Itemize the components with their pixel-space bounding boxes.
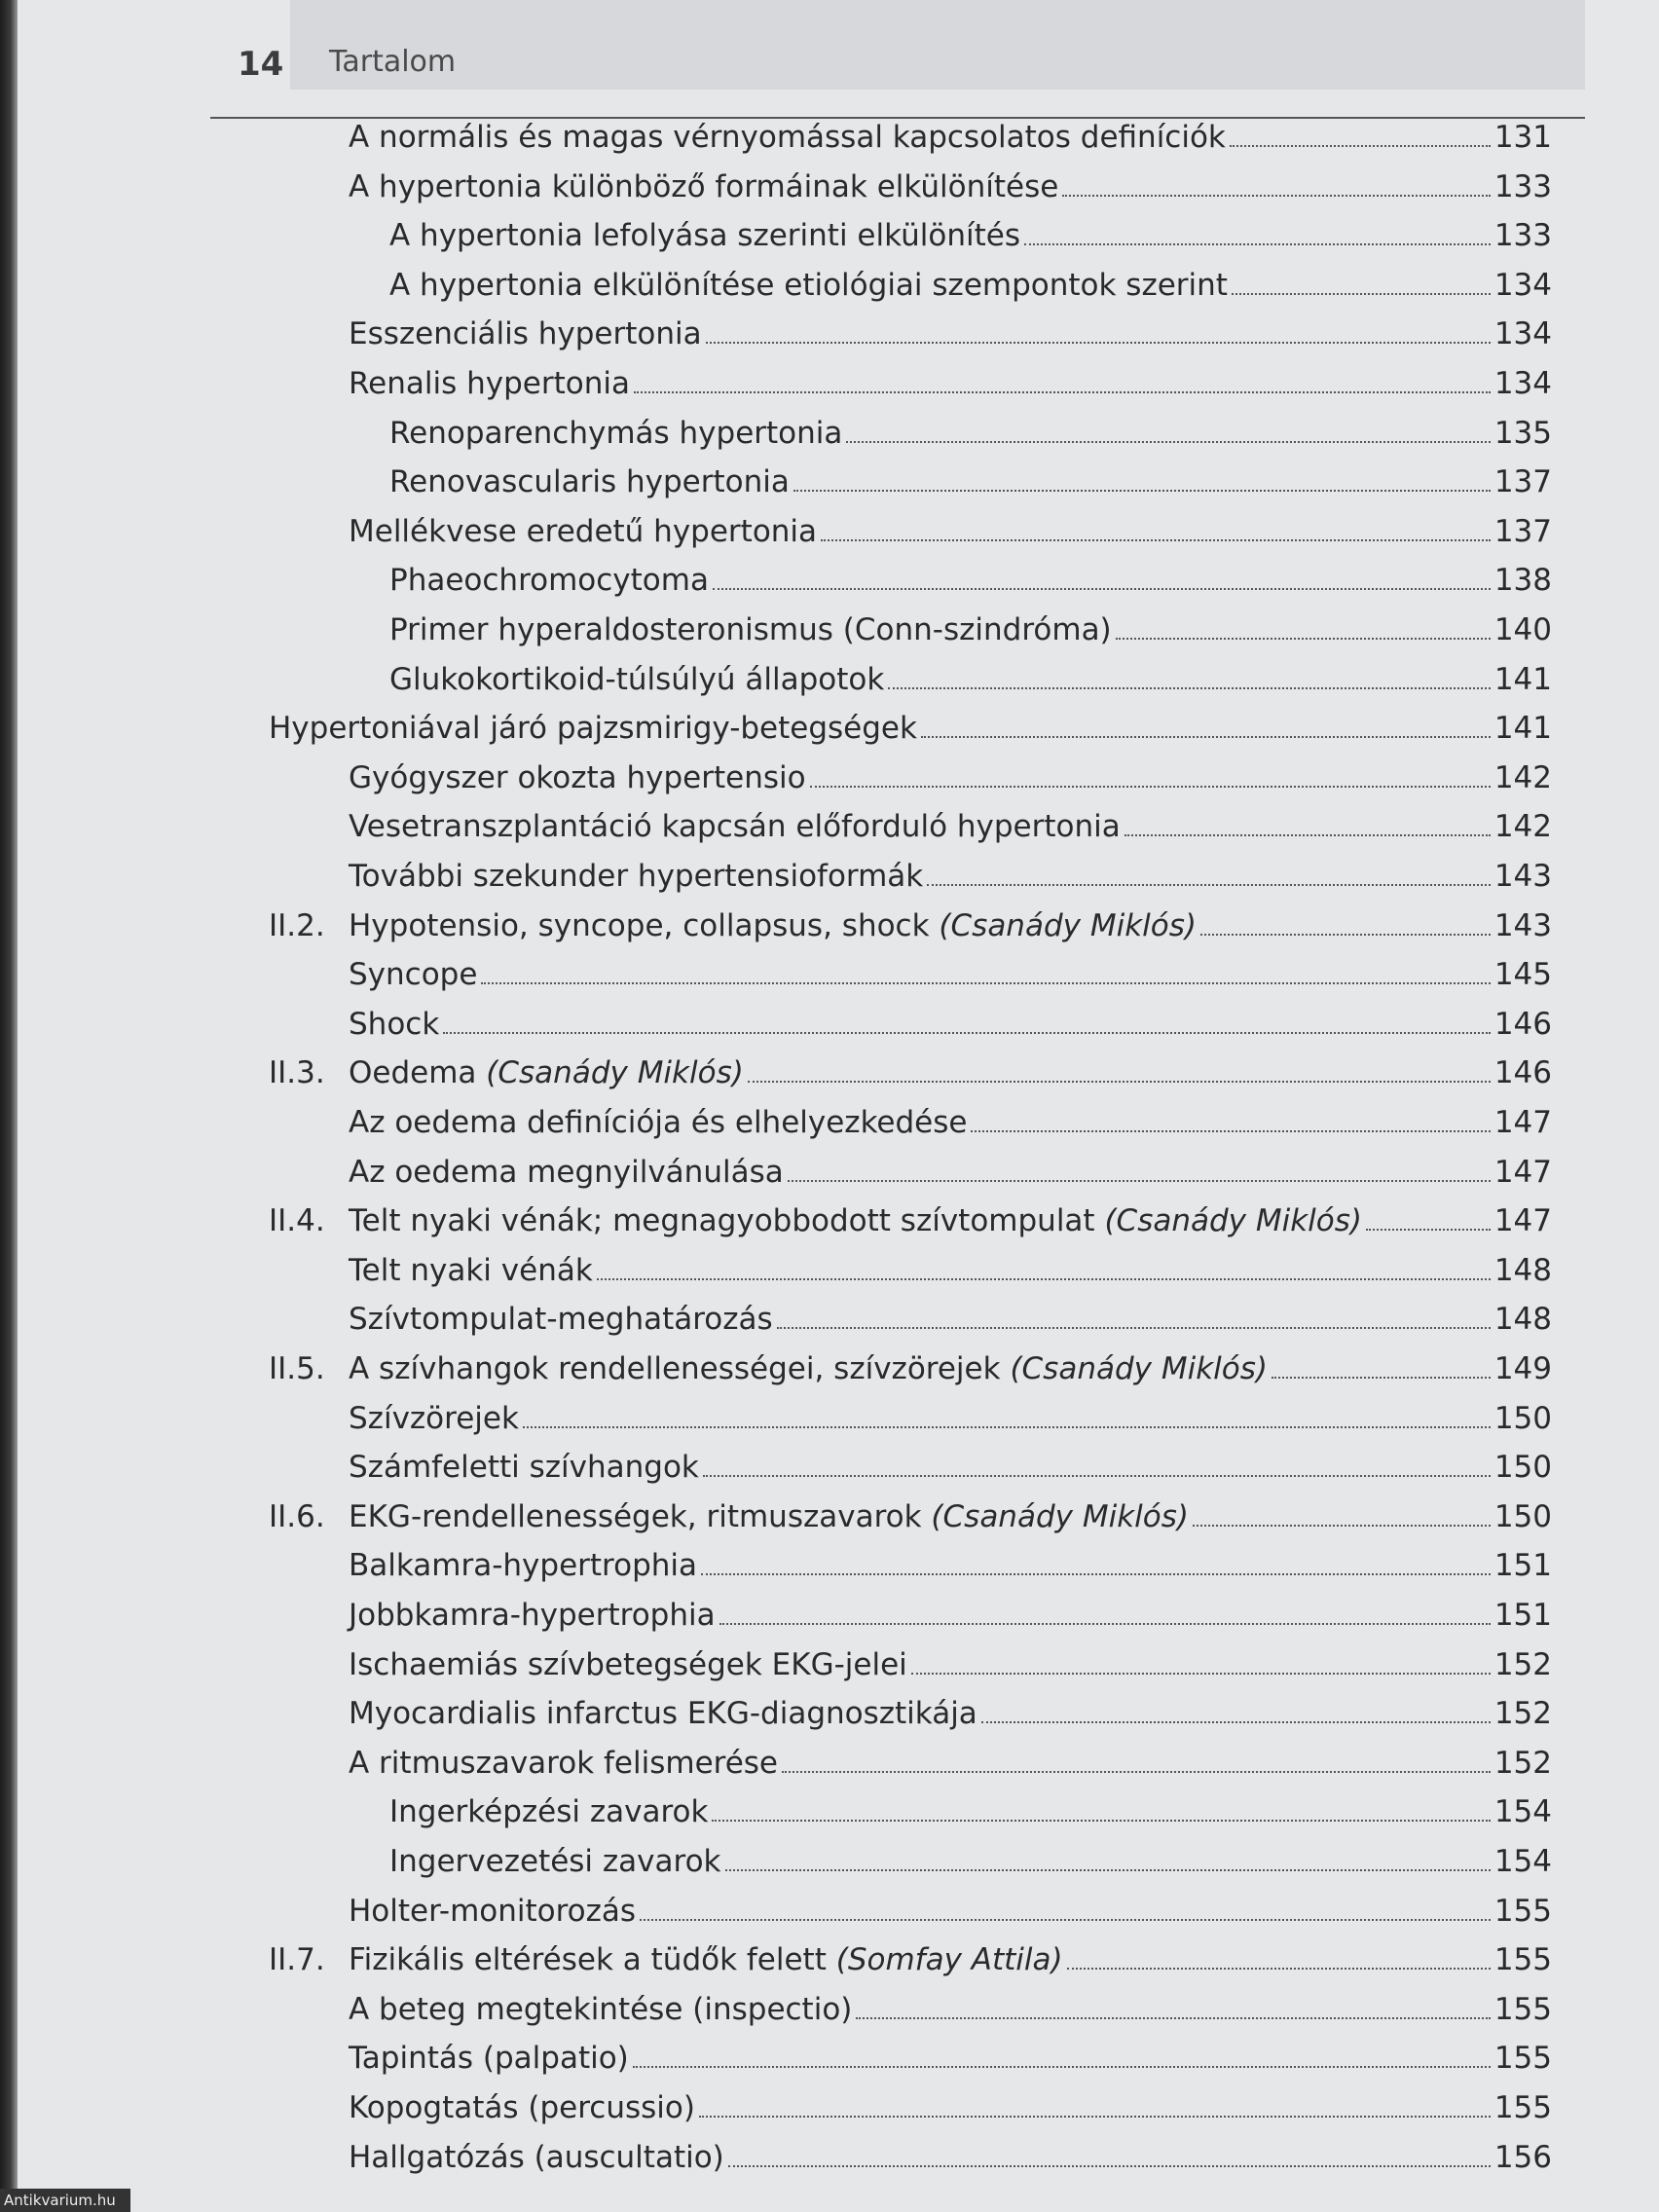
toc-entry-title-text: Szívzörejek <box>349 1400 519 1436</box>
toc-entry-title <box>349 1445 699 1490</box>
running-header-title: Tartalom <box>329 45 457 79</box>
toc-section-number: II.6. <box>269 1498 325 1534</box>
toc-entry-line <box>349 804 1552 849</box>
toc-row <box>269 263 1552 308</box>
toc-leader-dots <box>1200 934 1491 936</box>
toc-row <box>269 1839 1552 1884</box>
toc-leader-dots <box>713 588 1491 590</box>
toc-row <box>269 1691 1552 1736</box>
toc-entry-title <box>269 706 917 751</box>
toc-leader-dots <box>981 1721 1491 1723</box>
toc-row <box>269 1051 1552 1095</box>
toc-entry-title-text: Az oedema definíciója és elhelyezkedése <box>349 1105 968 1140</box>
toc-entry-line <box>349 1987 1552 2032</box>
toc-entry-title <box>349 804 1121 849</box>
toc-entry-author: (Somfay Attila) <box>835 1942 1063 1978</box>
toc-row <box>269 1987 1552 2032</box>
toc-row <box>269 1642 1552 1687</box>
toc-page-number: 138 <box>1493 563 1552 599</box>
toc-entry-line <box>349 165 1552 209</box>
toc-leader-dots <box>821 539 1491 541</box>
toc-page-number: 156 <box>1493 2139 1552 2175</box>
toc-leader-dots <box>703 1475 1491 1477</box>
toc-entry-line <box>349 903 1552 948</box>
toc-entry-title-text: Esszenciális hypertonia <box>349 316 702 352</box>
toc-entry-title-text: Mellékvese eredetű hypertonia <box>349 513 818 549</box>
toc-entry-title-text: EKG-rendellenességek, ritmuszavarok <box>349 1498 922 1534</box>
toc-leader-dots <box>719 1623 1491 1625</box>
toc-entry-title <box>349 165 1058 209</box>
toc-entry-title <box>389 263 1228 308</box>
toc-entry-line <box>349 1248 1552 1293</box>
toc-entry-title-text: Primer hyperaldosteronismus (Conn-szindróma) <box>389 612 1112 647</box>
table-of-contents <box>18 0 1659 2212</box>
toc-leader-dots <box>1193 1525 1491 1527</box>
toc-entry-title <box>349 1150 784 1195</box>
toc-entry-title <box>349 1889 636 1934</box>
toc-entry-title-text: Ingerképzési zavarok <box>389 1794 709 1830</box>
toc-entry-title <box>389 1789 708 1834</box>
toc-entry-title <box>389 411 842 456</box>
toc-row <box>269 1789 1552 1834</box>
toc-page-number: 155 <box>1493 1893 1552 1929</box>
toc-entry-line <box>349 361 1552 406</box>
toc-entry-title <box>389 608 1112 652</box>
toc-entry-title <box>349 2135 724 2180</box>
toc-page-number: 137 <box>1493 464 1552 500</box>
toc-page-number: 146 <box>1493 1055 1552 1091</box>
toc-entry-title-text: Vesetranszplantáció kapcsán előforduló hypertonia <box>349 809 1121 845</box>
toc-entry-title <box>349 1051 744 1095</box>
toc-row <box>269 657 1552 702</box>
toc-entry-line <box>349 1642 1552 1687</box>
toc-entry-line <box>349 1543 1552 1588</box>
toc-row <box>269 460 1552 504</box>
toc-row <box>269 1543 1552 1588</box>
toc-page-number: 154 <box>1493 1794 1552 1830</box>
toc-row <box>269 1297 1552 1342</box>
toc-page-number: 142 <box>1493 759 1552 795</box>
toc-entry-title-text: Szívtompulat-meghatározás <box>349 1302 773 1338</box>
toc-leader-dots <box>793 490 1491 492</box>
toc-entry-line <box>349 2085 1552 2130</box>
toc-page-number: 143 <box>1493 859 1552 894</box>
toc-row <box>269 558 1552 603</box>
toc-entry-line <box>349 509 1552 554</box>
toc-page-number: 148 <box>1493 1252 1552 1288</box>
toc-leader-dots <box>1067 1968 1491 1970</box>
toc-entry-line <box>389 1789 1552 1834</box>
toc-entry-line <box>389 263 1552 308</box>
toc-leader-dots <box>782 1771 1491 1773</box>
toc-entry-line <box>349 2135 1552 2180</box>
toc-entry-title <box>349 312 702 356</box>
toc-entry-title <box>349 1100 967 1145</box>
toc-leader-dots <box>888 687 1491 689</box>
toc-entry-line <box>349 1346 1552 1391</box>
toc-leader-dots <box>699 2116 1491 2118</box>
toc-leader-dots <box>634 391 1491 393</box>
toc-row <box>269 608 1552 652</box>
toc-entry-title <box>349 1002 439 1047</box>
toc-section-number: II.2. <box>269 907 325 943</box>
toc-section-number: II.5. <box>269 1351 325 1386</box>
toc-page-number: 146 <box>1493 1006 1552 1042</box>
toc-row <box>269 509 1552 554</box>
toc-row <box>269 361 1552 406</box>
toc-page-number: 155 <box>1493 2041 1552 2077</box>
toc-entry-title <box>349 1543 697 1588</box>
toc-page-number: 152 <box>1493 1646 1552 1682</box>
book-page <box>18 0 1659 2212</box>
toc-leader-dots <box>443 1032 1491 1034</box>
toc-entry-title-text: Phaeochromocytoma <box>389 563 709 599</box>
toc-entry-author: (Csanády Miklós) <box>486 1055 744 1091</box>
toc-leader-dots <box>1366 1229 1491 1231</box>
toc-section-number: II.3. <box>269 1055 325 1091</box>
toc-entry-title-text: A ritmuszavarok felismerése <box>349 1745 779 1781</box>
toc-page-number: 133 <box>1493 218 1552 254</box>
toc-entry-line <box>349 1051 1552 1095</box>
toc-page-number: 155 <box>1493 2090 1552 2125</box>
toc-leader-dots <box>1272 1377 1491 1379</box>
toc-page-number: 141 <box>1493 661 1552 697</box>
toc-entry-title <box>389 558 709 603</box>
toc-leader-dots <box>911 1673 1491 1675</box>
toc-row <box>269 1593 1552 1638</box>
toc-entry-title <box>349 115 1226 160</box>
toc-entry-title-text: A hypertonia különböző formáinak elkülönítése <box>349 168 1059 204</box>
toc-row <box>269 1396 1552 1441</box>
toc-entry-title-text: Számfeletti szívhangok <box>349 1450 699 1486</box>
toc-leader-dots <box>810 786 1491 788</box>
toc-entry-title <box>349 1642 907 1687</box>
toc-entry-title-text: Gyógyszer okozta hypertensio <box>349 759 806 795</box>
toc-row <box>269 2036 1552 2081</box>
toc-entry-line <box>349 1297 1552 1342</box>
toc-section-number: II.4. <box>269 1203 325 1239</box>
toc-leader-dots <box>1062 195 1490 197</box>
toc-page-number: 154 <box>1493 1844 1552 1879</box>
toc-row <box>269 1198 1552 1243</box>
toc-entry-title-text: A beteg megtekintése (inspectio) <box>349 1991 853 2027</box>
toc-entry-title <box>349 1987 852 2032</box>
page-number: 14 <box>238 45 284 84</box>
toc-leader-dots <box>971 1130 1490 1132</box>
toc-row <box>269 1494 1552 1539</box>
toc-entry-title <box>349 1346 1268 1391</box>
toc-entry-author: (Csanády Miklós) <box>1010 1351 1268 1386</box>
toc-entry-title <box>349 1691 977 1736</box>
toc-entry-line <box>389 411 1552 456</box>
toc-entry-line <box>349 1100 1552 1145</box>
toc-leader-dots <box>725 1869 1491 1871</box>
toc-entry-line <box>269 706 1552 751</box>
toc-leader-dots <box>640 1919 1491 1921</box>
toc-entry-title <box>349 854 923 899</box>
toc-entry-line <box>349 1396 1552 1441</box>
toc-entry-line <box>389 608 1552 652</box>
toc-row <box>269 1100 1552 1145</box>
toc-page-number: 133 <box>1493 168 1552 204</box>
toc-entry-line <box>389 460 1552 504</box>
toc-page-number: 134 <box>1493 316 1552 352</box>
toc-page-number: 140 <box>1493 612 1552 647</box>
toc-leader-dots <box>856 2017 1490 2019</box>
toc-leader-dots <box>846 441 1490 443</box>
toc-entry-title <box>349 509 817 554</box>
toc-entry-title <box>349 1396 519 1441</box>
toc-row <box>269 2135 1552 2180</box>
toc-leader-dots <box>788 1180 1491 1182</box>
toc-row <box>269 1889 1552 1934</box>
toc-leader-dots <box>1024 243 1491 245</box>
toc-entry-title <box>389 1839 721 1884</box>
toc-entry-title-text: Telt nyaki vénák <box>349 1252 593 1288</box>
toc-page-number: 145 <box>1493 957 1552 993</box>
toc-row <box>269 804 1552 849</box>
toc-page-number: 142 <box>1493 809 1552 845</box>
toc-page-number: 147 <box>1493 1203 1552 1239</box>
toc-entry-title <box>349 756 806 800</box>
toc-row <box>269 411 1552 456</box>
toc-entry-title <box>389 657 884 702</box>
toc-entry-title <box>349 1494 1189 1539</box>
toc-entry-author: (Csanády Miklós) <box>931 1498 1189 1534</box>
toc-row <box>269 903 1552 948</box>
toc-leader-dots <box>633 2066 1491 2068</box>
toc-entry-title-text: Ingervezetési zavarok <box>389 1844 721 1879</box>
watermark: Antikvarium.hu <box>0 2189 130 2212</box>
toc-page-number: 147 <box>1493 1105 1552 1140</box>
toc-entry-title <box>349 361 630 406</box>
toc-entry-title-text: Az oedema megnyilvánulása <box>349 1154 784 1190</box>
toc-entry-line <box>349 756 1552 800</box>
toc-row <box>269 1002 1552 1047</box>
toc-entry-title-text: A hypertonia lefolyása szerinti elkülönítés <box>389 218 1020 254</box>
toc-row <box>269 115 1552 160</box>
toc-entry-line <box>349 1494 1552 1539</box>
toc-entry-title-text: Ischaemiás szívbetegségek EKG-jelei <box>349 1646 907 1682</box>
toc-entry-author: (Csanády Miklós) <box>939 907 1197 943</box>
toc-page-number: 135 <box>1493 415 1552 451</box>
toc-row <box>269 1248 1552 1293</box>
toc-leader-dots <box>481 982 1490 984</box>
toc-leader-dots <box>712 1820 1490 1822</box>
toc-entry-title-text: A szívhangok rendellenességei, szívzörejek <box>349 1351 1001 1386</box>
toc-page-number: 155 <box>1493 1942 1552 1978</box>
toc-page-number: 150 <box>1493 1498 1552 1534</box>
toc-entry-title-text: Shock <box>349 1006 440 1042</box>
toc-entry-title-text: Kopogtatás (percussio) <box>349 2090 695 2125</box>
toc-entry-line <box>389 213 1552 258</box>
toc-page-number: 134 <box>1493 267 1552 303</box>
toc-entry-title-text: Holter-monitorozás <box>349 1893 637 1929</box>
toc-leader-dots <box>597 1278 1491 1280</box>
toc-entry-title-text: Telt nyaki vénák; megnagyobbodott szívtompulat <box>349 1203 1095 1239</box>
toc-entry-title <box>389 460 790 504</box>
toc-entry-title-text: Renalis hypertonia <box>349 366 630 401</box>
toc-page-number: 151 <box>1493 1598 1552 1633</box>
toc-entry-title-text: Glukokortikoid-túlsúlyú állapotok <box>389 661 885 697</box>
toc-section-number: II.7. <box>269 1942 325 1978</box>
toc-entry-title-text: Syncope <box>349 957 478 993</box>
toc-row <box>269 165 1552 209</box>
toc-entry-title-text: További szekunder hypertensioformák <box>349 859 924 894</box>
toc-page-number: 152 <box>1493 1745 1552 1781</box>
toc-entry-title <box>349 2036 629 2081</box>
toc-entry-line <box>349 115 1552 160</box>
toc-entry-line <box>349 2036 1552 2081</box>
toc-row <box>269 2085 1552 2130</box>
toc-entry-line <box>349 1691 1552 1736</box>
toc-entry-title-text: Hypotensio, syncope, collapsus, shock <box>349 907 930 943</box>
toc-leader-dots <box>728 2165 1491 2167</box>
book-spine-shadow <box>0 0 18 2212</box>
toc-entry-title <box>349 1593 716 1638</box>
toc-leader-dots <box>1232 293 1491 295</box>
toc-leader-dots <box>777 1327 1491 1329</box>
toc-entry-line <box>349 1593 1552 1638</box>
toc-entry-line <box>389 558 1552 603</box>
toc-entry-title-text: Hallgatózás (auscultatio) <box>349 2139 724 2175</box>
toc-entry-line <box>349 1445 1552 1490</box>
toc-row <box>269 1937 1552 1982</box>
toc-entry-line <box>349 1937 1552 1982</box>
toc-row <box>269 1346 1552 1391</box>
toc-page-number: 147 <box>1493 1154 1552 1190</box>
toc-row <box>269 756 1552 800</box>
toc-entry-title-text: Myocardialis infarctus EKG-diagnosztikája <box>349 1696 977 1732</box>
toc-page-number: 131 <box>1493 120 1552 155</box>
toc-row <box>269 1741 1552 1786</box>
toc-entry-title <box>349 1741 778 1786</box>
toc-leader-dots <box>706 342 1491 344</box>
toc-page-number: 148 <box>1493 1302 1552 1338</box>
toc-leader-dots <box>1124 834 1491 836</box>
toc-entry-title <box>349 2085 695 2130</box>
toc-entry-title <box>349 952 477 997</box>
toc-leader-dots <box>1116 638 1491 640</box>
toc-leader-dots <box>523 1426 1491 1428</box>
toc-entry-line <box>349 854 1552 899</box>
toc-entry-line <box>349 1002 1552 1047</box>
toc-entry-title-text: Tapintás (palpatio) <box>349 2041 629 2077</box>
toc-entry-title <box>349 1198 1362 1243</box>
toc-entry-title-text: Jobbkamra-hypertrophia <box>349 1598 716 1633</box>
toc-entry-title <box>389 213 1020 258</box>
toc-entry-author: (Csanády Miklós) <box>1104 1203 1362 1239</box>
toc-entry-title-text: A normális és magas vérnyomással kapcsolatos definíciók <box>349 120 1226 155</box>
toc-entry-line <box>349 952 1552 997</box>
toc-row <box>269 854 1552 899</box>
toc-page-number: 149 <box>1493 1351 1552 1386</box>
toc-entry-line <box>389 1839 1552 1884</box>
toc-page-number: 152 <box>1493 1696 1552 1732</box>
toc-leader-dots <box>701 1573 1491 1575</box>
toc-page-number: 150 <box>1493 1400 1552 1436</box>
toc-entry-title-text: Oedema <box>349 1055 477 1091</box>
toc-leader-dots <box>1230 145 1491 147</box>
toc-entry-line <box>349 312 1552 356</box>
toc-entry-title-text: Renovascularis hypertonia <box>389 464 790 500</box>
toc-entry-title <box>349 1937 1063 1982</box>
toc-page-number: 143 <box>1493 907 1552 943</box>
toc-entry-title <box>349 903 1197 948</box>
toc-row <box>269 706 1552 751</box>
toc-entry-title-text: Balkamra-hypertrophia <box>349 1548 698 1584</box>
toc-entry-title-text: Hypertoniával járó pajzsmirigy-betegségek <box>269 711 917 747</box>
toc-page-number: 134 <box>1493 366 1552 401</box>
toc-leader-dots <box>748 1081 1491 1083</box>
toc-entry-title-text: Fizikális eltérések a tüdők felett <box>349 1942 827 1978</box>
toc-entry-line <box>389 657 1552 702</box>
toc-row <box>269 952 1552 997</box>
toc-page-number: 151 <box>1493 1548 1552 1584</box>
toc-entry-line <box>349 1741 1552 1786</box>
toc-page-number: 141 <box>1493 711 1552 747</box>
toc-leader-dots <box>921 736 1491 738</box>
toc-entry-line <box>349 1198 1552 1243</box>
toc-row <box>269 1150 1552 1195</box>
toc-entry-title-text: A hypertonia elkülönítése etiológiai szempontok szerint <box>389 267 1228 303</box>
toc-page-number: 155 <box>1493 1991 1552 2027</box>
toc-entry-line <box>349 1889 1552 1934</box>
toc-entry-title-text: Renoparenchymás hypertonia <box>389 415 843 451</box>
toc-page-number: 137 <box>1493 513 1552 549</box>
toc-row <box>269 312 1552 356</box>
toc-page-number: 150 <box>1493 1450 1552 1486</box>
toc-row <box>269 1445 1552 1490</box>
toc-leader-dots <box>927 884 1491 886</box>
toc-row <box>269 213 1552 258</box>
toc-entry-title <box>349 1248 593 1293</box>
toc-entry-title <box>349 1297 773 1342</box>
toc-entry-line <box>349 1150 1552 1195</box>
